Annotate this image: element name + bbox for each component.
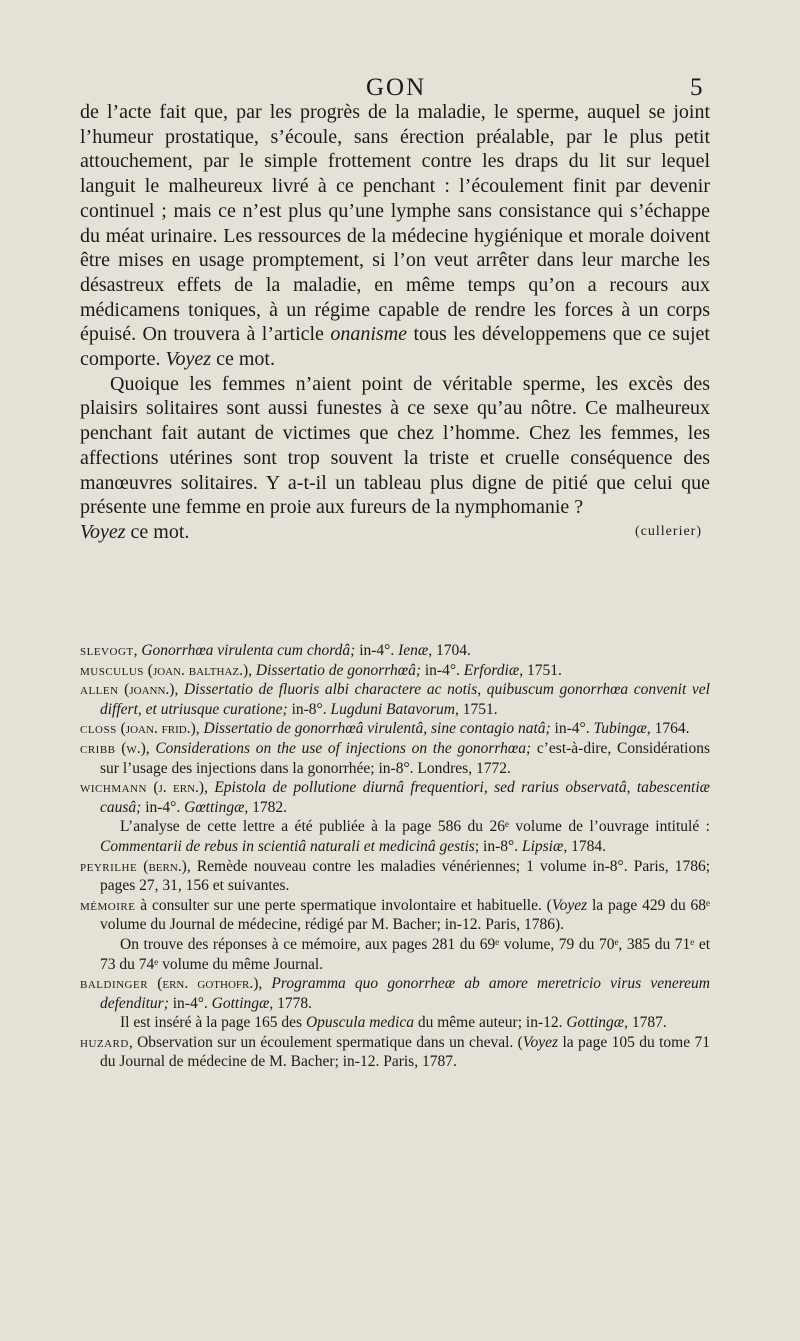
bibliography-entry: baldinger (ern. gothofr.), Programma quo gonorrheæ ab amore meretricio virus venereum defenditur; in-4°. Gottingæ, 1778. xyxy=(80,975,710,1012)
bibliography-entry: allen (joann.), Dissertatio de fluoris albi charactere ac notis, quibuscum gonorrhœa convenit vel differt, et utriusque curatione; in-8°. Lugduni Batavorum, 1751. xyxy=(80,681,710,718)
author-signature: (cullerier) xyxy=(635,523,702,539)
running-head: GON xyxy=(366,74,427,101)
page-number: 5 xyxy=(690,74,703,101)
bibliography-entry: slevogt, Gonorrhœa virulenta cum chordâ; in-4°. Ienæ, 1704. xyxy=(80,642,471,659)
bibliography-note: On trouve des réponses à ce mémoire, aux pages 281 du 69ᵉ volume, 79 du 70ᵉ, 385 du 71ᵉ et 73 du 74ᵉ volume du même Journal. xyxy=(100,935,710,973)
bibliography xyxy=(80,641,710,1072)
bibliography-entry: peyrilhe (bern.), Remède nouveau contre les maladies vénériennes; 1 volume in-8°. Paris, 1786; pages 27, 31, 156 et suivantes. xyxy=(80,857,710,895)
bibliography-entry: musculus (joan. balthaz.), Dissertatio de gonorrhœâ; in-4°. Erfordiæ, 1751. xyxy=(80,661,562,679)
bibliography-entry: mémoire à consulter sur une perte spermatique involontaire et habituelle. (Voyez la page 429 du 68ᵉ volume du Journal de médecine, rédigé par M. Bacher; in-12. Paris, 1786). xyxy=(80,896,711,934)
paragraph: Quoique les femmes n’aient point de véritable sperme, les excès des plaisirs solitaires sont aussi funestes à ce sexe qu’au nôtre. Ce malheureux penchant fait autant de victimes que chez l’homme. Chez les femmes, les affections utérines sont trop souvent la triste et cruelle conséquence des manœuvres solitaires. Y a-t-il un tableau plus digne de pitié que celui que présente une femme en proie aux fureurs de la nymphomanie ? xyxy=(80,372,710,519)
bibliography-entry: cribb (w.), Considerations on the use of injections on the gonorrhœa; c’est-à-dire, Considérations sur l’usage des injections dans la gonorrhée; in-8°. Londres, 1772. xyxy=(80,739,710,777)
bibliography-note: L’analyse de cette lettre a été publiée à la page 586 du 26ᵉ volume de l’ouvrage intitulé : Commentarii de rebus in scientiâ naturali et medicinâ gestis; in-8°. Lipsiæ, 1784. xyxy=(100,818,710,855)
bibliography-entry: huzard, Observation sur un écoulement spermatique dans un cheval. (Voyez la page 105 du tome 71 du Journal de médecine de M. Bacher; in-12. Paris, 1787. xyxy=(80,1033,710,1071)
paragraph: de l’acte fait que, par les progrès de la maladie, le sperme, auquel se joint l’humeur prostatique, s’écoule, sans érection préalable, par le plus petit attouchement, par le simple frottement contre les draps du lit sur lequel languit le malheureux livré à ce penchant : l’écoulement finit par devenir continuel ; mais ce n’est plus qu’une lymphe sans consistance qui s’échappe du méat urinaire. Les ressources de la médecine hygiénique et morale doivent être mises en usage promptement, si l’on veut arrêter dans leur marche les désastreux effets de la maladie, en même temps qu’on a recours aux médicamens toniques, à un régime capable de rendre les forces à un corps épuisé. On trouvera à l’article onanisme tous les développemens que ce sujet comporte. Voyez ce mot. xyxy=(80,101,710,371)
bibliography-note: Il est inséré à la page 165 des Opuscula medica du même auteur; in-12. Gottingæ, 1787. xyxy=(120,1014,667,1032)
bibliography-entry: wichmann (j. ern.), Epistola de pollutione diurnâ frequentiori, sed rarius observatâ, tabescentiæ causâ; in-4°. Gœttingæ, 1782. xyxy=(80,779,711,816)
main-text xyxy=(80,100,710,545)
bibliography-entry: closs (joan. frid.), Dissertatio de gonorrhœâ virulentâ, sine contagio natâ; in-4°. Tubingæ, 1764. xyxy=(80,720,690,738)
signature-line: Voyez ce mot. (cullerier) xyxy=(80,520,710,545)
